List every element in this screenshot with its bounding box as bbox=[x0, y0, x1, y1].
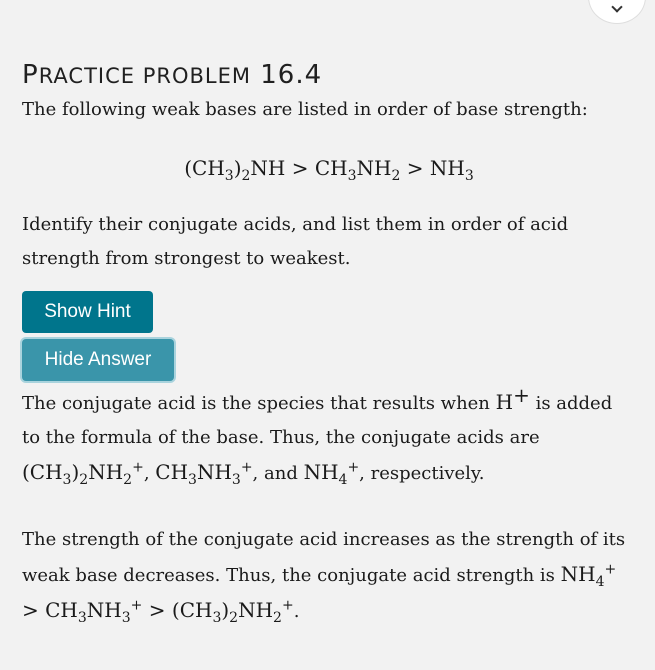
chem-text: (CH bbox=[171, 598, 213, 622]
chem-sup: + bbox=[130, 597, 143, 614]
title-text: RACTICE PROBLEM bbox=[38, 64, 251, 88]
chem-sub: 3 bbox=[121, 610, 131, 626]
chem-gt: > bbox=[142, 598, 172, 622]
acid-order-1 bbox=[560, 561, 617, 590]
chevron-icon bbox=[611, 1, 622, 12]
answer-text: is added to the formula of the base. Thus, the conjugate acids are bbox=[22, 393, 613, 448]
eq-text: ) bbox=[233, 156, 242, 180]
eq-sub: 2 bbox=[241, 168, 251, 184]
chem-sub: 2 bbox=[273, 610, 282, 626]
scroll-top-button[interactable] bbox=[588, 0, 646, 24]
answer-text: . bbox=[293, 601, 300, 622]
chem-sub: 2 bbox=[229, 610, 239, 626]
chem-sub: 2 bbox=[123, 472, 133, 488]
eq-sub: 3 bbox=[224, 168, 234, 184]
button-group bbox=[22, 276, 632, 333]
chem-text: CH bbox=[45, 598, 78, 622]
acid-order-2 bbox=[45, 597, 143, 626]
chem-sub: 3 bbox=[231, 472, 241, 488]
eq-text: (CH bbox=[184, 156, 225, 180]
eq-sub: 3 bbox=[464, 168, 474, 184]
chem-text: CH bbox=[155, 460, 189, 484]
chem-text: NH bbox=[86, 598, 122, 622]
eq-gt: > bbox=[285, 156, 315, 180]
problem-question: Identify their conjugate acids, and list them in order of acid strength from strongest to weakest. bbox=[22, 214, 569, 269]
eq-text: NH bbox=[429, 156, 465, 180]
button-group bbox=[22, 333, 632, 381]
eq-text: NH bbox=[250, 156, 286, 180]
chem-text: NH bbox=[560, 562, 596, 586]
chem-sub: 4 bbox=[595, 574, 605, 590]
chem-text: (CH bbox=[22, 460, 63, 484]
chem-text: ) bbox=[221, 598, 230, 622]
conjugate-acid-3 bbox=[303, 459, 360, 488]
chem-gt: > bbox=[22, 598, 46, 622]
answer-text: , respectively. bbox=[359, 463, 485, 484]
problem-title bbox=[22, 58, 632, 93]
chem-text: NH bbox=[238, 598, 274, 622]
chem-text: NH bbox=[196, 460, 232, 484]
eq-gt: > bbox=[400, 156, 430, 180]
title-number: 16.4 bbox=[260, 60, 323, 90]
practice-problem bbox=[22, 58, 632, 629]
answer-text: , bbox=[143, 463, 156, 484]
title-initial: P bbox=[22, 60, 39, 90]
chem-text: NH bbox=[303, 460, 339, 484]
answer-text: The strength of the conjugate acid increases as the strength of its weak base decreases. Thus, the conjugate acid strength is bbox=[22, 529, 626, 586]
show-hint-button[interactable]: Show Hint bbox=[22, 291, 153, 333]
chem-sup: + bbox=[604, 561, 617, 578]
answer-paragraph-2 bbox=[22, 523, 632, 629]
conjugate-acid-1 bbox=[22, 459, 144, 488]
chem-sup: + bbox=[132, 459, 144, 476]
eq-text: CH bbox=[314, 156, 348, 180]
chem-text: NH bbox=[88, 460, 124, 484]
answer-text: , and bbox=[252, 463, 304, 484]
chem-sup: + bbox=[240, 459, 253, 476]
chem-sub: 2 bbox=[79, 472, 89, 488]
chem-sup: + bbox=[347, 459, 360, 476]
chem-sub: 3 bbox=[62, 472, 72, 488]
chem-text: ) bbox=[71, 460, 80, 484]
hide-answer-button[interactable]: Hide Answer bbox=[22, 339, 174, 381]
chem-sub: 3 bbox=[212, 610, 222, 626]
answer-paragraph-1 bbox=[22, 385, 632, 491]
chem-sub: 4 bbox=[338, 472, 348, 488]
answer-text: The conjugate acid is the species that results when bbox=[22, 393, 496, 414]
chem-sub: 3 bbox=[77, 610, 87, 626]
chem-sup: + bbox=[281, 597, 294, 614]
chem-sub: 3 bbox=[188, 472, 197, 488]
acid-order-3 bbox=[171, 597, 294, 626]
eq-sub: 3 bbox=[347, 168, 357, 184]
problem-intro: The following weak bases are listed in order of base strength: bbox=[22, 99, 588, 120]
eq-text: NH bbox=[356, 156, 392, 180]
chem-h: H bbox=[495, 390, 514, 414]
base-strength-equation bbox=[26, 151, 632, 185]
eq-sub: 2 bbox=[391, 168, 401, 184]
conjugate-acid-2 bbox=[155, 459, 253, 488]
chem-sup: + bbox=[513, 383, 530, 407]
answer-panel bbox=[22, 385, 632, 629]
